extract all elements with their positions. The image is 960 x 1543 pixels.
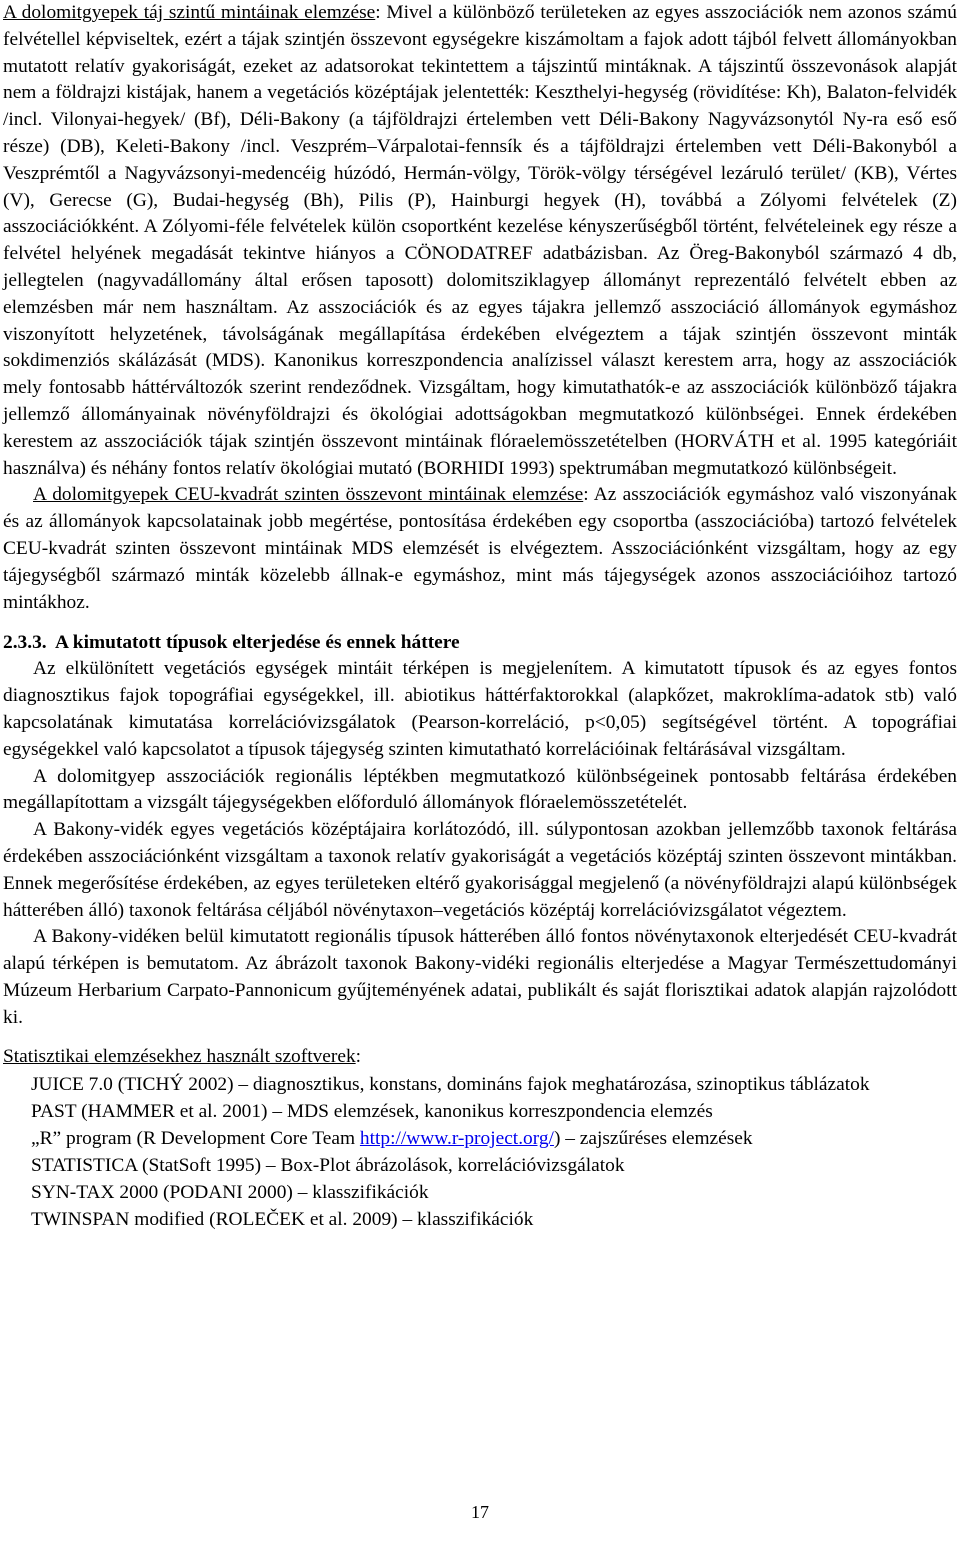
item-text: „R” program (R Development Core Team [31,1128,360,1150]
paragraph-distribution-3: A Bakony-vidék egyes vegetációs középtájaira korlátozódó, ill. súlypontosan azokban jellemzőbb taxonok feltárása érdekében asszociációnként vizsgáltam a taxonok relatív gyakoriságát a vegetációs középtáj szinten összevont mintákban. Ennek megerősítése érdekében, az egyes területeken eltérő gyakorisággal megjelenő (a növényföldrajzi alapú különbségek hátterében álló) taxonok feltárása céljából növénytaxon–vegetációs középtáj korrelációvizsgálatot végeztem. [3,819,957,921]
item-text: TWINSPAN modified ( [31,1209,216,1231]
citation-author-rest: OLEČEK [228,1209,305,1231]
section-number: 2.3.3. [3,632,47,654]
citation-author: R [215,1209,229,1231]
item-text: et al. 2009) – klasszifikációk [304,1209,534,1231]
citation-author-rest: ORHIDI [436,457,505,479]
citation-author-rest: ICHÝ [136,1074,184,1096]
citation-author: H [87,1101,102,1123]
item-text: STATISTICA (StatSoft 1995) – Box-Plot ábrázolások, korrelációvizsgálatok [31,1155,625,1177]
software-title-text: Statisztikai elemzésekhez használt szoftverek [3,1046,356,1068]
section-lead-landscape: A dolomitgyepek táj szintű mintáinak elemzése [3,2,376,23]
item-text: 2002) – diagnosztikus, konstans, domináns fajok meghatározása, szinoptikus táblázatok [183,1074,870,1096]
software-title-colon: : [355,1046,362,1068]
section-title: A kimutatott típusok elterjedése és ennek háttere [55,632,460,654]
item-text: ) – zajszűréses elemzések [553,1128,753,1150]
list-item [3,1179,957,1206]
citation-author: P [169,1182,181,1204]
paragraph-distribution-4: A Bakony-vidéken belül kimutatott regionális típusok hátterében álló fontos növénytaxonok elterjedését CEU-kvadrát alapú térképen is bemutatom. Az ábrázolt taxonok Bakony-vidéki regionális elterjedése a Magyar Természettudományi Múzeum Herbarium Carpato-Pannonicum gyűjteményének adatai, publikált és saját florisztikai adatok alapján rajzolódott ki. [3,926,957,1028]
citation-author: B [423,457,437,479]
item-text: et al. 2001) – MDS elemzések, kanonikus korreszpondencia elemzés [174,1101,713,1123]
citation-author-rest: AMMER [101,1101,175,1123]
item-text: 2000) – klasszifikációk [242,1182,429,1204]
list-item [3,1125,957,1152]
software-title [3,1044,957,1071]
paragraph-distribution-1: Az elkülönített vegetációs egységek mintáit térképen is megjelenítem. A kimutatott típusok és az egyes fontos diagnosztikus fajok topográfiai egységekkel, ill. abiotikus háttérfaktorokkal (alapkőzet, makroklíma-adatok stb) való kapcsolatának kimutatása korrelációvizsgálatok (Pearson-korreláció, p<0,05) segítségével történt. A topográfiai egységekkel való kapcsolatot a típusok tájegység szinten kimutatható korrelációinak feltárásával vizsgáltam. [3,658,957,760]
paragraph-distribution-2: A dolomitgyep asszociációk regionális léptékben megmutatkozó különbségeinek pontosabb feltárása érdekében megállapítottam a vizsgált tájegységekben előforduló állományok flóraelemösszetételét. [3,765,957,814]
paragraph-text: 1993) spektrumában megmutatkozó különbségeit. [504,457,897,479]
citation-author: T [124,1074,137,1096]
citation-author-rest: ODANI [180,1182,243,1204]
page-number: 17 [471,1502,489,1522]
item-text: SYN-TAX 2000 ( [31,1182,170,1204]
software-list [3,1071,957,1233]
citation-author: H [680,430,695,452]
paragraph-text: : Mivel a különböző területeken az egyes asszociációk nem azonos számú felvétellel képviseltek, ezért a tájak szintjén összevont egységekre kiszámoltam a fajok adott tájból felvett állományokban mutatott relatív gyakoriságát, ezeket az adatsorokat tekintettem a tájszintű mintáknak. A tájszintű összevonások alapját nem a földrajzi kistájak, hanem a vegetációs középtájak jelentették: Keszthelyi-hegység (rövidítése: Kh), Balaton-felvidék /incl. Vilonyai-hegyek/ (Bf), Déli-Bakony (a tájföldrajzi értelemben vett Déli-Bakony Nagyvázsonytól Ny-ra eső eső része) (DB), Keleti-Bakony /incl. Veszprém–Várpalotai-fennsík és a tájföldrajzi értelemben vett Déli-Bakonyból a Veszprémtől a Nagyvázsonyi-medencéig húzódó, Hermán-völgy, Török-völgy térségével lezáruló terület/ (KB), Vértes (V), Gerecse (G), Budai-hegység (Bh), Pilis (P), Hainburgi hegyek (H), továbbá a Zólyomi felvételek (Z) asszociációkként. A Zólyomi-féle felvételek külön csoportként kezelése kényszerűségből történt, felvételeinek egy része a felvétel helyének megadását tekintve hiányos a CÖNODATREF adatbázisban. Az Öreg-Bakonyból származó 4 db, jellegtelen (nagyvadállomány által erősen taposott) dolomitsziklagyep állományt reprezentáló felvételt ebben az elemzésben már nem használtam. Az asszociációk és az egyes tájakra jellemző asszociáció állományok egymáshoz viszonyított helyzetének, távolságának megállapítása érdekében elvégeztem a tájak szintjén összevont minták sokdimenziós skálázását (MDS). Kanonikus korreszpondencia analízissel választ kerestem arra, hogy az asszociációk mely fontosabb háttérváltozók szerint rendeződnek. Vizsgáltam, hogy kimutathatók-e az asszociációk különböző tájakra jellemző állományainak növényföldrajzi és ökológiai adottságokban megmutatkozó különbségei. Ennek érdekében kerestem az asszociációk tájak szintjén összevont mintáinak flóraelemösszetételben ( [3,2,957,452]
paragraph-text: : Az asszociációk egymáshoz való viszonyának és az állományok kapcsolatainak jobb megértése, pontosítása érdekében egy csoportba (asszociációba) tartozó felvételek CEU-kvadrát szinten összevont mintáinak MDS elemzését is elvégeztem. Asszociációnként vizsgáltam, hogy az egy tájegységből származó minták közelebb állnak-e egymáshoz, mint más tájegységek azonos asszociációihoz tartozó mintákhoz. [3,484,957,613]
section-lead-ceu: A dolomitgyepek CEU-kvadrát szinten összevont mintáinak elemzése [33,484,584,506]
paragraph-text: et al. 1995 kategóriáit használva) és néhány fontos relatív ökológiai mutató ( [3,430,957,479]
r-project-link[interactable]: http://www.r-project.org/ [359,1128,554,1150]
paragraph-landscape-analysis [3,0,957,482]
section-heading [3,629,957,656]
list-item [3,1071,957,1098]
spacer [3,1031,957,1044]
citation-author-rest: ORVÁTH [694,430,775,452]
list-item [3,1206,957,1233]
item-text: PAST ( [31,1101,88,1123]
document-page [3,0,957,1233]
list-item [3,1152,957,1179]
item-text: JUICE 7.0 ( [31,1074,125,1096]
list-item [3,1098,957,1125]
paragraph-ceu-analysis [3,482,957,616]
